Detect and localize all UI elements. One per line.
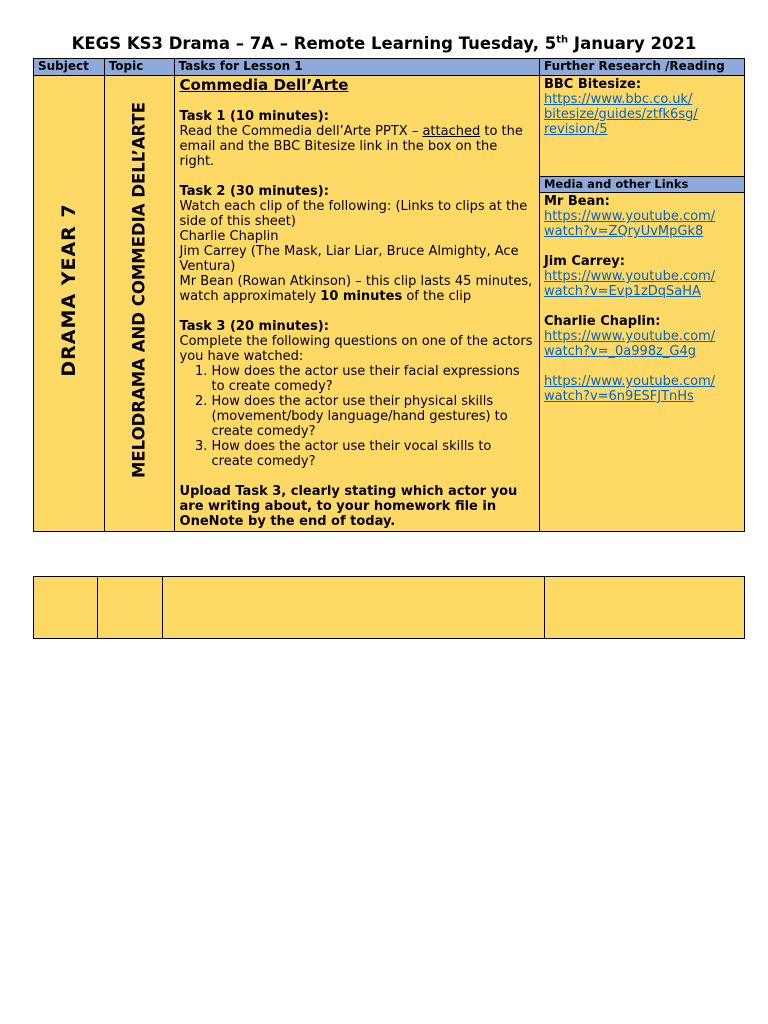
page-title: KEGS KS3 Drama – 7A – Remote Learning Tuesday, 5th January 2021	[71, 34, 697, 53]
topic-text: MELODRAMA AND COMMEDIA DELL’ARTE	[129, 101, 149, 478]
task3-intro: Complete the following questions on one of the actors you have watched:	[179, 334, 533, 364]
tasks-cell	[174, 76, 539, 532]
question-item: 2. How does the actor use their physical skills (movement/body language/hand gestures) to create comedy?	[212, 394, 535, 439]
task2-line: Jim Carrey (The Mask, Liar Liar, Bruce Almighty, Ace Ventura)	[179, 244, 519, 274]
empty-cell	[545, 577, 745, 639]
bean-label: Mr Bean:	[543, 194, 610, 209]
empty-cell	[163, 577, 545, 639]
empty-cell	[34, 577, 98, 639]
bbc-section	[540, 76, 744, 176]
task2-title: Task 2 (30 minutes):	[179, 184, 329, 199]
question-item: 1. How does the actor use their facial expressions to create comedy?	[212, 364, 535, 394]
lesson-table	[33, 58, 745, 532]
task3-questions	[180, 364, 535, 469]
media-header: Media and other Links	[540, 176, 744, 193]
header-research: Further Research /Reading	[539, 59, 744, 76]
question-item: 3. How does the actor use their vocal skills to create comedy?	[212, 439, 535, 469]
carrey-link[interactable]: https://www.youtube.com/ watch?v=Evp1zDqSaHA	[543, 269, 716, 299]
bbc-link[interactable]: https://www.bbc.co.uk/ bitesize/guides/ztfk6sg/ revision/5	[543, 92, 698, 137]
header-subject: Subject	[34, 59, 105, 76]
task2-line: Watch each clip of the following: (Links to clips at the side of this sheet)	[179, 199, 528, 229]
bean-link[interactable]: https://www.youtube.com/ watch?v=ZQryUvMpGk8	[543, 209, 716, 239]
header-row	[34, 59, 745, 76]
lesson-row	[34, 76, 745, 532]
task3-title: Task 3 (20 minutes):	[179, 319, 329, 334]
empty-cell	[98, 577, 163, 639]
research-cell	[539, 76, 744, 532]
chaplin-link[interactable]: https://www.youtube.com/ watch?v=6n9ESFJTnHs	[543, 374, 716, 404]
chaplin-label: Charlie Chaplin:	[543, 314, 661, 329]
header-tasks: Tasks for Lesson 1	[174, 59, 539, 76]
header-topic: Topic	[104, 59, 174, 76]
task2-bean-line: Mr Bean (Rowan Atkinson) – this clip lasts 45 minutes, watch approximately 10 minutes of the clip	[179, 274, 533, 304]
topic-cell	[104, 76, 174, 532]
chaplin-link[interactable]: https://www.youtube.com/ watch?v=_0a998z_G4g	[543, 329, 716, 359]
subject-text: DRAMA YEAR 7	[57, 202, 80, 377]
empty-table	[33, 576, 745, 639]
media-section	[540, 193, 744, 405]
carrey-label: Jim Carrey:	[543, 254, 625, 269]
bbc-label: BBC Bitesize:	[543, 77, 642, 92]
subject-cell	[34, 76, 105, 532]
empty-row	[34, 577, 745, 639]
task1-title: Task 1 (10 minutes):	[179, 109, 329, 124]
task1-text: Read the Commedia dell’Arte PPTX – attached to the email and the BBC Bitesize link in the box on the right.	[179, 124, 523, 169]
task2-line: Charlie Chaplin	[179, 229, 279, 244]
upload-instruction: Upload Task 3, clearly stating which actor you are writing about, to your homework file in OneNote by the end of today.	[179, 484, 518, 529]
tasks-heading: Commedia Dell’Arte	[179, 76, 349, 94]
